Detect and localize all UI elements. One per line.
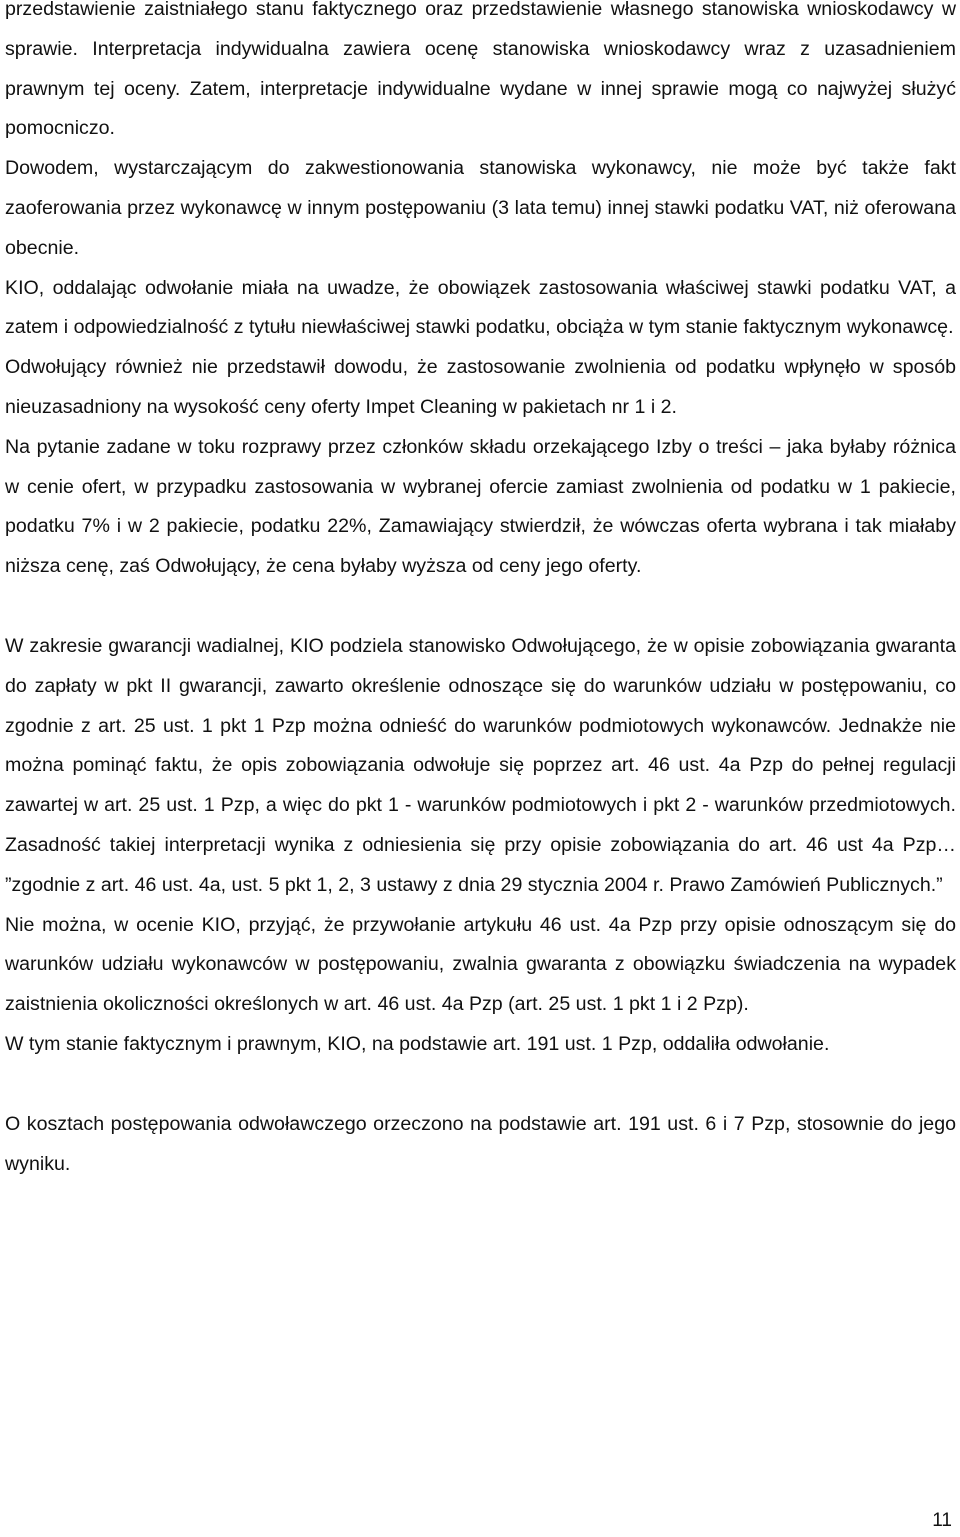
paragraph-dismissal: W tym stanie faktycznym i prawnym, KIO, na podstawie art. 191 ust. 1 Pzp, oddaliła odwołanie. xyxy=(5,1032,830,1055)
page-number: 11 xyxy=(932,1510,952,1531)
paragraph-vat-obligation: KIO, oddalając odwołanie miała na uwadze, że obowiązek zastosowania właściwej stawki podatku VAT, a zatem i odpowiedzialność z tytułu niewłaściwej stawki podatku, obciąża w tym stanie faktycznym wykonawcę. xyxy=(5,276,956,339)
paragraph-interpretation: przedstawienie zaistniałego stanu faktycznego oraz przedstawienie własnego stanowiska wnioskodawcy w sprawie. Interpretacja indywidualna zawiera ocenę stanowiska wnioskodawcy wraz z uzasadnieniem prawnym tej oceny. Zatem, interpretacje indywidualne wydane w innej sprawie mogą co najwyżej służyć pomocniczo. xyxy=(5,0,956,140)
paragraph-evidence: Dowodem, wystarczającym do zakwestionowania stanowiska wykonawcy, nie może być także fakt zaoferowania przez wykonawcę w innym postępowaniu (3 lata temu) innej stawki podatku VAT, niż oferowana obecnie. xyxy=(5,157,956,259)
paragraph-costs: O kosztach postępowania odwoławczego orzeczono na podstawie art. 191 ust. 6 i 7 Pzp, stosownie do jego wyniku. xyxy=(5,1112,956,1175)
paragraph-bid-guarantee: W zakresie gwarancji wadialnej, KIO podziela stanowisko Odwołującego, że w opisie zobowiązania gwaranta do zapłaty w pkt II gwarancji, zawarto określenie odnoszące się do warunków udziału w postępowaniu, co zgodnie z art. 25 ust. 1 pkt 1 Pzp można odnieść do warunków podmiotowych wykonawców. Jednakże nie można pominąć faktu, że opis zobowiązania odwołuje się poprzez art. 46 ust. 4a Pzp do pełnej regulacji zawartej w art. 25 ust. 1 Pzp, a więc do pkt 1 - warunków podmiotowych i pkt 2 - warunków przedmiotowych. Zasadność takiej interpretacji wynika z odniesienia się przy opisie zobowiązania do art. 46 ust 4a Pzp… ”zgodnie z art. 46 ust. 4a, ust. 5 pkt 1, 2, 3 ustawy z dnia 29 stycznia 2004 r. Prawo Zamówień Publicznych.” xyxy=(5,634,956,896)
paragraph-price-question: Na pytanie zadane w toku rozprawy przez członków składu orzekającego Izby o treści – jaka byłaby różnica w cenie ofert, w przypadku zastosowania w wybranej ofercie zamiast zwolnienia od podatku w 1 pakiecie, podatku 7% i w 2 pakiecie, podatku 22%, Zamawiający stwierdził, że wówczas oferta wybrana i tak miałaby niższa cenę, zaś Odwołujący, że cena byłaby wyższa od ceny jego oferty. xyxy=(5,435,956,578)
document-page xyxy=(5,0,956,1184)
paragraph-guarantor-obligation: Nie można, w ocenie KIO, przyjąć, że przywołanie artykułu 46 ust. 4a Pzp przy opisie odnoszącym się do warunków udziału wykonawców w postępowaniu, zwalnia gwaranta z obowiązku świadczenia na wypadek zaistnienia okoliczności określonych w art. 46 ust. 4a Pzp (art. 25 ust. 1 pkt 1 i 2 Pzp). xyxy=(5,913,956,1016)
paragraph-no-proof: Odwołujący również nie przedstawił dowodu, że zastosowanie zwolnienia od podatku wpłynęło w sposób nieuzasadniony na wysokość ceny oferty Impet Cleaning w pakietach nr 1 i 2. xyxy=(5,356,956,418)
